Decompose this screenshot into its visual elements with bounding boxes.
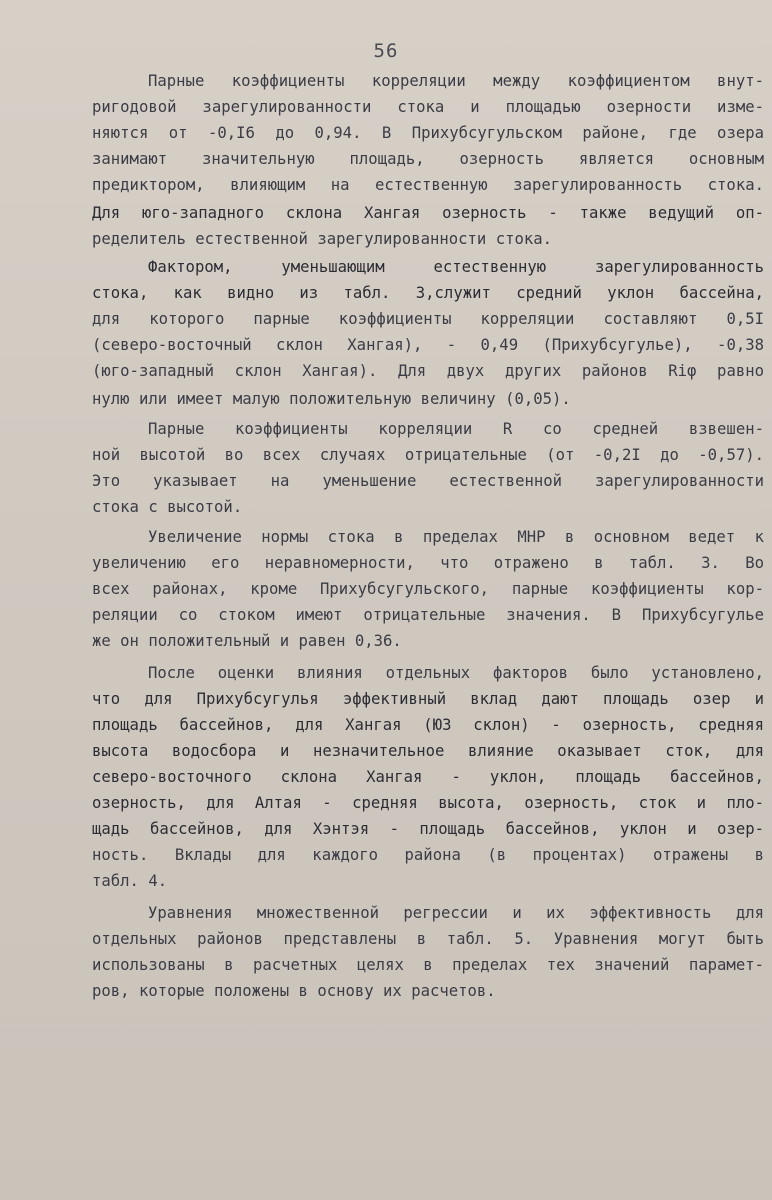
text-line: северо-восточного склона Хангая - уклон, площадь бассейнов, — [92, 768, 764, 786]
text-line: ригодовой зарегулированности стока и площадью озерности изме- — [92, 98, 764, 116]
text-line: всех районах, кроме Прихубсугульского, парные коэффициенты кор- — [92, 580, 764, 598]
text-line: стока с высотой. — [92, 498, 243, 516]
text-line: (юго-западный склон Хангая). Для двух других районов Riφ равно — [92, 362, 764, 380]
text-line: Для юго-западного склона Хангая озерность - также ведущий оп- — [92, 204, 764, 222]
text-line: для которого парные коэффициенты корреляции составляют 0,5I — [92, 310, 764, 328]
text-line: же он положительный и равен 0,36. — [92, 632, 402, 650]
text-line: предиктором, влияющим на естественную зарегулированность стока. — [92, 176, 764, 194]
text-line: увеличению его неравномерности, что отражено в табл. 3. Во — [92, 554, 764, 572]
text-line: После оценки влияния отдельных факторов было установлено, — [148, 664, 764, 682]
text-line: ной высотой во всех случаях отрицательные (от -0,2I до -0,57). — [92, 446, 764, 464]
text-line: ределитель естественной зарегулированности стока. — [92, 230, 553, 248]
text-line: Уравнения множественной регрессии и их эффективность для — [148, 904, 764, 922]
text-line: Увеличение нормы стока в пределах МНР в основном ведет к — [148, 528, 764, 546]
text-line: ность. Вклады для каждого района (в процентах) отражены в — [92, 846, 764, 864]
text-line: щадь бассейнов, для Хэнтэя - площадь бассейнов, уклон и озер- — [92, 820, 764, 838]
page-number: 56 — [373, 40, 399, 62]
text-line: (северо-восточный склон Хангая), - 0,49 (Прихубсугулье), -0,38 — [92, 336, 764, 354]
text-line: Фактором, уменьшающим естественную зарегулированность — [148, 258, 764, 276]
text-line: площадь бассейнов, для Хангая (ЮЗ склон) - озерность, средняя — [92, 716, 764, 734]
text-line: Это указывает на уменьшение естественной зарегулированности — [92, 472, 764, 490]
text-line: стока, как видно из табл. 3,служит средний уклон бассейна, — [92, 284, 764, 302]
text-line: нулю или имеет малую положительную величину (0,05). — [92, 390, 571, 408]
text-line: высота водосбора и незначительное влияние оказывает сток, для — [92, 742, 764, 760]
text-line: реляции со стоком имеют отрицательные значения. В Прихубсугулье — [92, 606, 764, 624]
text-line: отдельных районов представлены в табл. 5. Уравнения могут быть — [92, 930, 764, 948]
text-line: Парные коэффициенты корреляции между коэффициентом внут- — [148, 72, 764, 90]
text-line: табл. 4. — [92, 872, 168, 890]
text-line: занимают значительную площадь, озерность является основным — [92, 150, 764, 168]
text-line: озерность, для Алтая - средняя высота, озерность, сток и пло- — [92, 794, 764, 812]
text-line: ров, которые положены в основу их расчетов. — [92, 982, 496, 1000]
text-line: няются от -0,I6 до 0,94. В Прихубсугульском районе, где озера — [92, 124, 764, 142]
text-line: Парные коэффициенты корреляции R со средней взвешен- — [148, 420, 764, 438]
text-line: что для Прихубсугулья эффективный вклад дают площадь озер и — [92, 690, 764, 708]
text-line: использованы в расчетных целях в пределах тех значений парамет- — [92, 956, 764, 974]
